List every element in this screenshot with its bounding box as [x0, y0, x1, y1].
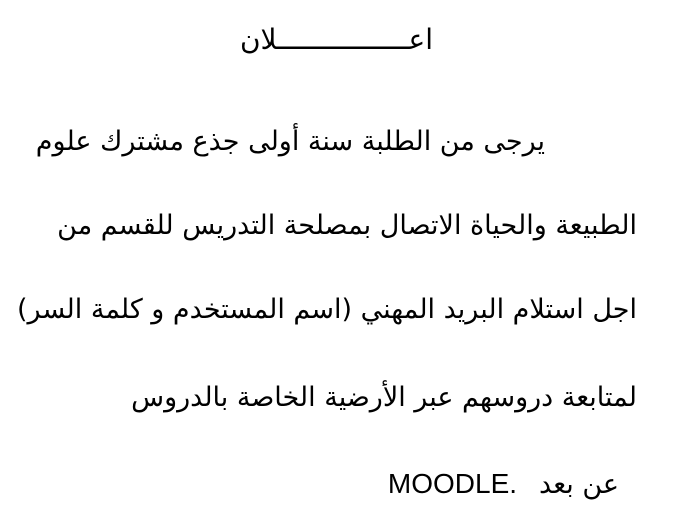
announcement-line-2: الطبيعة والحياة الاتصال بمصلحة التدريس للقسم من	[57, 210, 637, 241]
announcement-line-3: اجل استلام البريد المهني (اسم المستخدم و كلمة السر)	[17, 294, 637, 325]
announcement-line-5	[388, 464, 619, 505]
announcement-line-1: يرجى من الطلبة سنة أولى جذع مشترك علوم	[35, 126, 545, 157]
announcement-line-5-arabic: عن بعد	[539, 469, 619, 500]
announcement-line-4: لمتابعة دروسهم عبر الأرضية الخاصة بالدروس	[131, 382, 637, 413]
announcement-title: اعــــــــــــــــلان	[239, 23, 433, 56]
platform-name: MOODLE.	[387, 468, 518, 499]
